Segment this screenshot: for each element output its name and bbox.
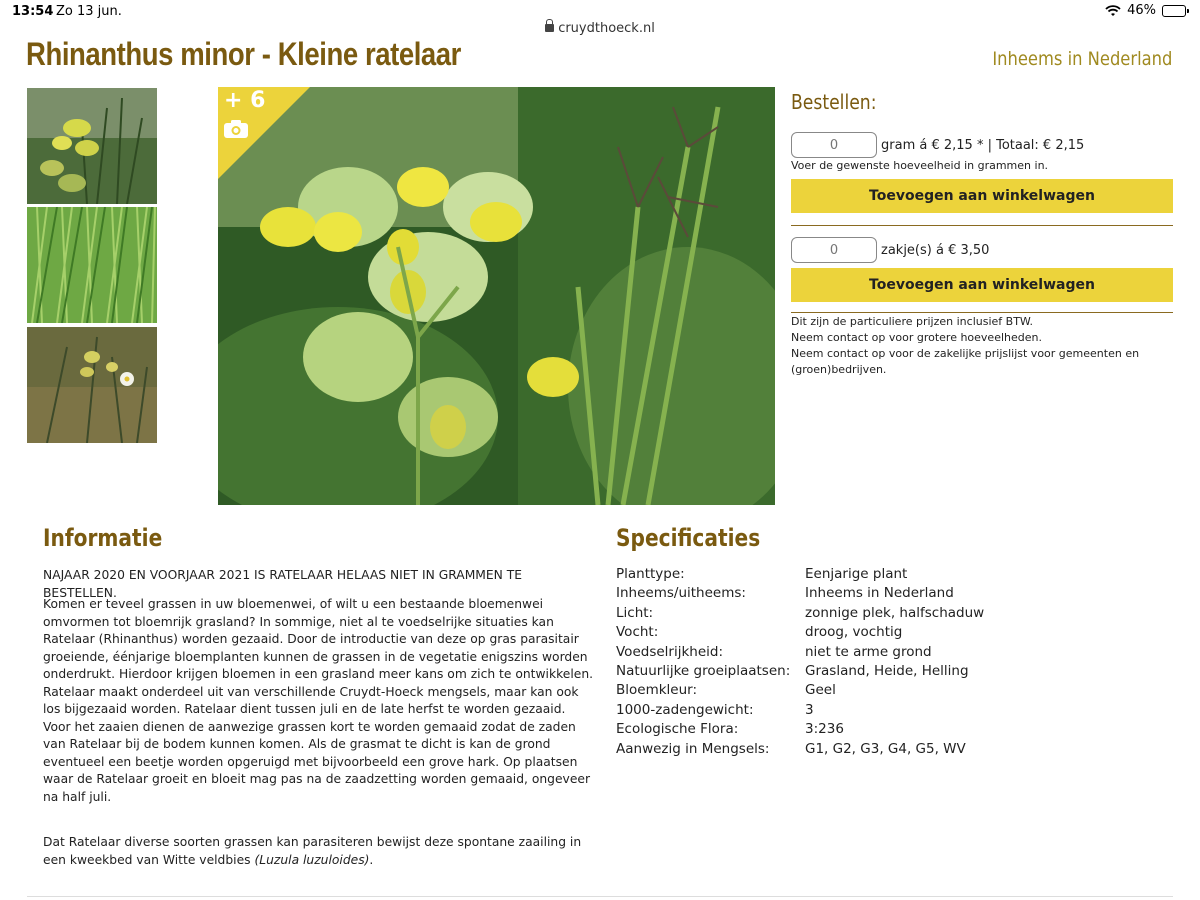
spec-label: Vocht: [616,624,659,641]
bottom-divider [27,896,1173,897]
battery-icon [1162,5,1186,17]
thumbnail-1[interactable] [27,88,157,204]
spec-label: Planttype: [616,566,685,582]
spec-value: Geel [805,682,836,699]
camera-icon [224,120,248,138]
spec-row [616,682,1136,701]
address-bar[interactable] [0,21,1200,36]
spec-label: Ecologische Flora: [616,721,739,738]
spec-value: 3:236 [805,721,844,738]
spec-row [616,585,1136,604]
page-title: Rhinanthus minor - Kleine ratelaar [26,36,461,72]
specs-table [616,566,1136,760]
spec-row [616,566,1136,585]
spec-value: 3 [805,701,814,718]
spec-value: G1, G2, G3, G4, G5, WV [805,740,966,757]
url-text: cruydthoeck.nl [558,21,655,36]
spec-row [616,624,1136,643]
spec-value: Grasland, Heide, Helling [805,662,969,679]
specs-heading: Specificaties [616,524,761,552]
photo-count-badge[interactable]: + 6 [224,88,266,113]
order-divider-2 [791,312,1173,313]
spec-value: Inheems in Nederland [805,585,954,602]
packet-price-text: zakje(s) á € 3,50 [881,243,990,258]
add-to-cart-packet-button[interactable]: Toevoegen aan winkelwagen [791,268,1173,302]
info-paragraph: Komen er teveel grassen in uw bloemenwei, of wilt u een bestaande bloemenwei omvormen tot bloemrijk grasland? In sommige, niet al te voedselrijke situaties kan Ratelaar (Rhinanthus) worden gezaaid. Door de introductie van deze op gras parasitair groeiende, éénjarige bloemplanten kunnen de grassen in de vegetatie enigszins worden onderdrukt. Hierdoor krijgen bloemen in een grasland meer kans om zich te ontwikkelen. Ratelaar maakt onderdeel uit van verschillende Cruydt-Hoeck mengsels, maar kan ook los bijgezaaid worden. Ratelaar dient tussen juli en de late herfst te worden gezaaid. Voor het zaaien dienen de aanwezige grassen kort te worden gemaaid zodat de zaden van Ratelaar bij de bodem kunnen komen. Als de grasmat te dicht is kan de grond eventueel een beetje worden opgeruigd met bijvoorbeeld een grove hark. Op plaatsen waar de Ratelaar groeit en bloeit mag pas na de zaadzetting worden gemaaid, ongeveer na half juli. [43,597,594,804]
gram-price-text: gram á € 2,15 * | Totaal: € 2,15 [881,138,1085,153]
spec-row [616,702,1136,721]
spec-label: Licht: [616,604,654,621]
status-icons [1105,3,1186,18]
price-note: Neem contact op voor de zakelijke prijslijst voor gemeenten en (groen)bedrijven. [791,347,1140,376]
latin-name: (Luzula luzuloides) [254,852,370,867]
native-label: Inheems in Nederland [991,48,1172,70]
price-note: Dit zijn de particuliere prijzen inclusief BTW. [791,315,1034,328]
spec-label: Voedselrijkheid: [616,643,724,660]
date: Zo 13 jun. [56,4,122,19]
price-note: Neem contact op voor grotere hoeveelheden. [791,331,1042,344]
spec-row [616,605,1136,624]
spec-row [616,663,1136,682]
spec-row [616,644,1136,663]
spec-label: 1000-zadengewicht: [616,701,754,718]
spec-value: zonnige plek, halfschaduw [805,604,985,621]
info-notice: NAJAAR 2020 EN VOORJAAR 2021 IS RATELAAR HELAAS NIET IN GRAMMEN TE BESTELLEN. [43,568,523,600]
spec-label: Natuurlijke groeiplaatsen: [616,662,791,679]
gram-hint: Voer de gewenste hoeveelheid in grammen in. [791,159,1049,172]
lock-icon [545,24,554,32]
thumbnail-2[interactable] [27,207,157,323]
spec-value: droog, vochtig [805,624,903,641]
order-heading: Bestellen: [791,90,877,114]
price-notes [791,314,1176,378]
battery-percent: 46% [1127,3,1156,18]
wifi-icon [1105,5,1121,17]
info-heading: Informatie [43,524,163,552]
clock: 13:54 [12,4,54,19]
info-closing: Dat Ratelaar diverse soorten grassen kan parasiteren bewijst deze spontane zaailing in een kweekbed van Witte veldbies (Luzula luzuloides). [43,835,582,867]
spec-label: Aanwezig in Mengsels: [616,740,770,757]
spec-row [616,741,1136,760]
thumbnail-3[interactable] [27,327,157,443]
spec-label: Bloemkleur: [616,682,698,699]
spec-row [616,721,1136,740]
spec-label: Inheems/uitheems: [616,585,746,602]
main-product-photo[interactable] [218,87,775,505]
gram-quantity-input[interactable] [791,132,877,158]
spec-value: niet te arme grond [805,643,932,660]
order-divider-1 [791,225,1173,226]
packet-quantity-input[interactable] [791,237,877,263]
spec-value: Eenjarige plant [805,566,908,582]
add-to-cart-gram-button[interactable]: Toevoegen aan winkelwagen [791,179,1173,213]
